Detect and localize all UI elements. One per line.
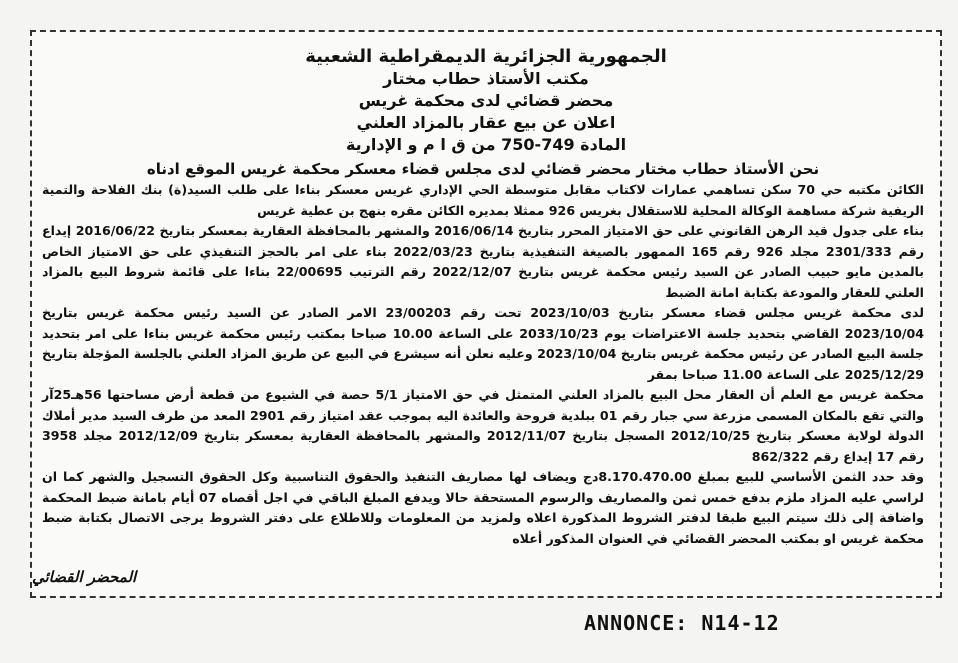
paragraph-5: وقد حدد الثمن الأساسي للبيع بمبلغ 8.170.470.00دج ويضاف لها مصاريف التنفيذ والحقوق التناسبية وكل الحقوق التسجيل والشهر كما ان لراسي عليه المزاد ملزم بدفع خمس ثمن والمصاريف والرسوم المستحقة حالا ويدفع المبلغ الباقي في اجل أقصاه 07 أيام بامانة ضبط المحكمة واضافة إلى ذلك سيتم البيع طبقا لدفتر الشروط المذكورة اعلاه ولمزيد من المعلومات وللاطلاع على دفتر الشروط يرجى الاتصال بكتابة ضبط محكمة غريس او بمكتب المحضر القضائي في العنوان المذكور أعلاه	[42, 469, 924, 546]
auction-heading: اعلان عن بيع عقار بالمزاد العلني	[356, 113, 616, 132]
notice-frame	[30, 30, 942, 598]
country-heading: الجمهورية الجزائرية الديمقراطية الشعبية	[305, 46, 667, 67]
notice-title: نحن الأستاذ حطاب مختار محضر قضائي لدى مجلس قضاء معسكر محكمة غريس الموقع ادناه	[146, 160, 820, 178]
paragraph-4: محكمة غريس مع العلم أن العقار محل البيع بالمزاد العلني المتمثل في حق الامتياز 5/1 حصة في الشيوع من قطعة أرض مساحتها 56هـ25آر والتي تقع بالمكان المسمى مزرعة سي جبار رقم 01 ببلدية فروحة والعائدة اليه بموجب عقد امتياز رقم 2901 المعد من طرف السيد مدير أملاك الدولة لولاية معسكر بتاريخ 2012/10/25 المسجل بتاريخ 2012/11/07 والمشهر بالمحافظة العقارية بمعسكر بتاريخ 2012/12/09 مجلد 3958 رقم 17 إيداع رقم 862/322	[42, 387, 924, 464]
paragraph-3: لدى محكمة غريس مجلس قضاء معسكر بتاريخ 2023/10/03 تحت رقم 23/00203 الامر الصادر عن السيد رئيس محكمة غريس بتاريخ 2023/10/04 القاضي بتحديد جلسة الاعتراضات يوم 2033/10/23 على الساعة 10.00 صباحا بمكتب رئيس محكمة غريس بناءا على امر بتحديد جلسة البيع الصادر عن رئيس محكمة غريس بتاريخ 2023/10/04 وعليه نعلن أنه سيشرع في البيع عن طريق المزاد العلني بالجلسة المؤجلة بتاريخ 2025/12/29 على الساعة 11.00 صباحا بمقر	[42, 305, 924, 382]
annonce-number: ANNONCE: N14-12	[584, 611, 780, 635]
office-heading: مكتب الأستاذ حطاب مختار	[383, 69, 589, 88]
bailiff-heading: محضر قضائي لدى محكمة غريس	[358, 91, 614, 110]
article-heading: المادة 749-750 من ق ا م و الإدارية	[345, 135, 627, 154]
notice-body	[32, 156, 940, 549]
signature: المحضر القضائي	[32, 568, 137, 586]
paragraph-1: الكائن مكتبه حي 70 سكن تساهمي عمارات لاكتاب مقابل متوسطة الحي الإداري غريس معسكر بناءا على طلب السيد(ة) بنك الفلاحة والتمية الريفية شركة مساهمة الوكالة المحلية للاستقلال بغريس 926 ممثلا بمديره الكائن مقره بنهج بن عطية غريس	[42, 182, 925, 218]
paragraph-2: بناء على جدول قيد الرهن القانوني على حق الامتياز المحرر بتاريخ 2016/06/14 والمشهر بالمحافظة العقارية بمعسكر بتاريخ 2016/06/22 إيداع رقم 2301/333 مجلد 926 رقم 165 الممهور بالصيغة التنفيذية بتاريخ 2022/03/23 بناء على امر بالحجز التنفيذي على حق الامتياز الخاص بالمدين مايو حبيب الصادر عن السيد رئيس محكمة غريس بتاريخ 2022/12/07 رقم الترتيب 22/00695 بناءا على قائمة شروط البيع بالمزاد العلني للعقار والمودعة بكتابة امانة الضبط	[42, 223, 925, 300]
notice-header	[32, 32, 940, 156]
